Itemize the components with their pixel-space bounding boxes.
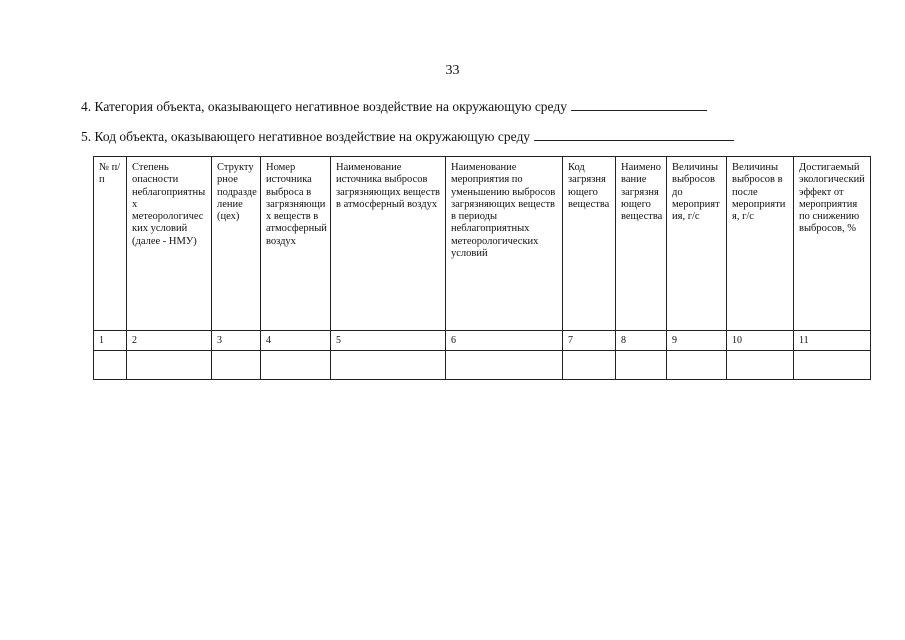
object-code-label: 5. Код объекта, оказывающего негативное воздействие на окружающую среду: [81, 129, 531, 144]
table-cell: [331, 351, 446, 380]
header-cell-emissions-after: Величины выбросов в после мероприятия, г/с: [727, 157, 794, 331]
table-cell: [616, 351, 667, 380]
column-number-cell: 3: [212, 331, 261, 351]
table-cell: [794, 351, 871, 380]
column-number-cell: 11: [794, 331, 871, 351]
header-cell-measure-name: Наименование мероприятия по уменьшению выбросов загрязняющих веществ в периоды неблагоприятных метеорологических условий: [446, 157, 563, 331]
page-number: 33: [445, 63, 460, 78]
table-cell: [94, 351, 127, 380]
header-cell-emissions-before: Величины выбросов до мероприятия, г/с: [667, 157, 727, 331]
table-cell: [727, 351, 794, 380]
column-number-cell: 2: [127, 331, 212, 351]
object-category-field: [81, 99, 707, 115]
header-cell-pollutant-code: Код загрязняющего вещества: [563, 157, 616, 331]
column-number-cell: 9: [667, 331, 727, 351]
header-cell-effect: Достигаемый экологический эффект от мероприятия по снижению выбросов, %: [794, 157, 871, 331]
header-cell-pollutant-name: Наименование загрязняющего вещества: [616, 157, 667, 331]
column-number-cell: 10: [727, 331, 794, 351]
object-category-blank-line: [571, 109, 707, 111]
table-row: [94, 351, 871, 380]
header-cell-number: № п/п: [94, 157, 127, 331]
column-number-cell: 7: [563, 331, 616, 351]
table-cell: [446, 351, 563, 380]
table-cell: [261, 351, 331, 380]
column-number-cell: 4: [261, 331, 331, 351]
table-column-number-row: [94, 331, 871, 351]
nmu-measures-table: [93, 156, 871, 380]
table-cell: [667, 351, 727, 380]
header-cell-subdivision: Структурное подразделение (цех): [212, 157, 261, 331]
table-cell: [212, 351, 261, 380]
table-cell: [127, 351, 212, 380]
table-cell: [563, 351, 616, 380]
column-number-cell: 6: [446, 331, 563, 351]
column-number-cell: 1: [94, 331, 127, 351]
object-code-blank-line: [534, 139, 734, 141]
column-number-cell: 8: [616, 331, 667, 351]
header-cell-source-number: Номер источника выброса в загрязняющих веществ в атмосферный воздух: [261, 157, 331, 331]
column-number-cell: 5: [331, 331, 446, 351]
object-code-field: [81, 129, 734, 145]
table-header-row: [94, 157, 871, 331]
object-category-label: 4. Категория объекта, оказывающего негативное воздействие на окружающую среду: [81, 99, 567, 114]
header-cell-nmu-degree: Степень опасности неблагоприятных метеорологических условий (далее - НМУ): [127, 157, 212, 331]
header-cell-source-name: Наименование источника выбросов загрязняющих веществ в атмосферный воздух: [331, 157, 446, 331]
